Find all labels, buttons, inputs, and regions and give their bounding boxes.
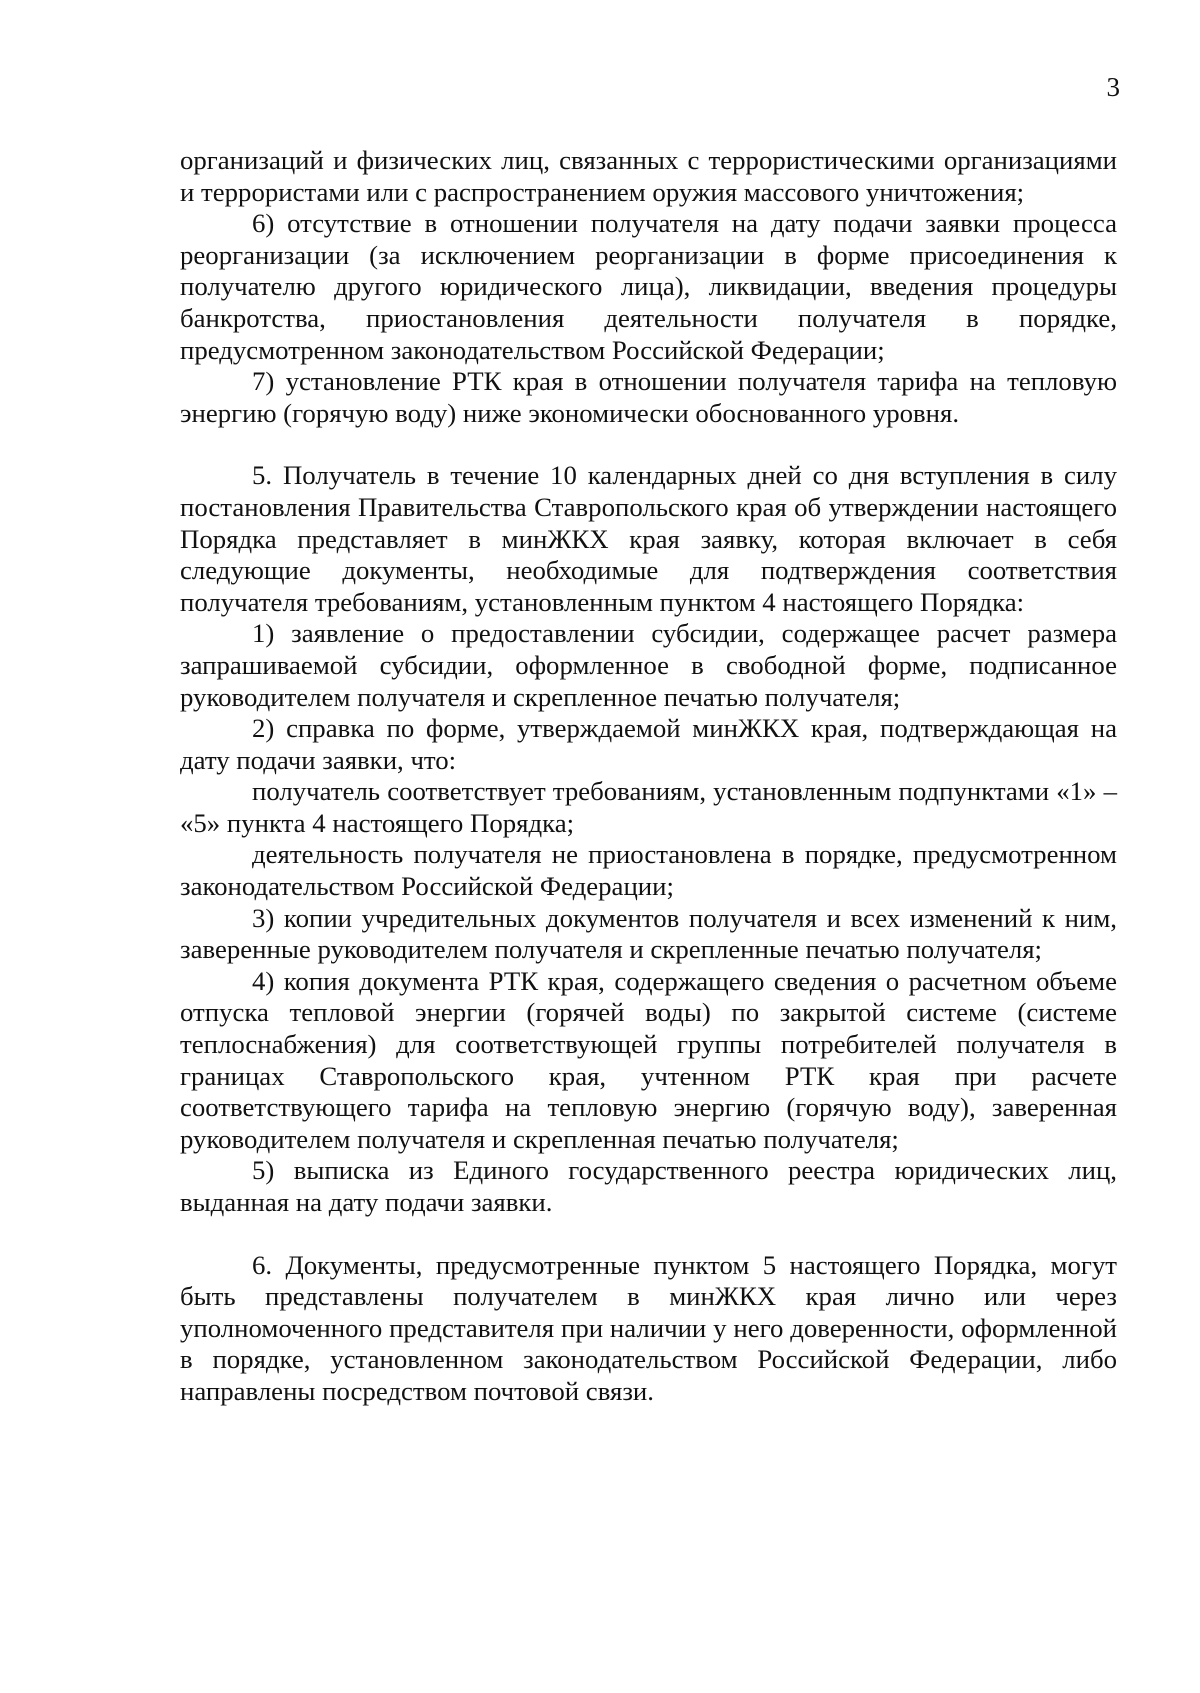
paragraph-doc-4: 4) копия документа РТК края, содержащего сведения о расчетном объеме отпуска тепловой энергии (горячей воды) по закрытой системе (системе теплоснабжения) для соответствующей группы потребителей получателя в границах Ставропольского края, учтенном РТК края при расчете соответствующего тарифа на тепловую энергию (горячую воду), заверенная руководителем получателя и скрепленная печатью получателя;	[180, 965, 1117, 1154]
document-body	[180, 145, 1117, 1408]
paragraph-doc-3: 3) копии учредительных документов получателя и всех изменений к ним, заверенные руководителем получателя и скрепленные печатью получателя;	[180, 902, 1117, 965]
page-number: 3	[1106, 72, 1120, 102]
paragraph-continuation: организаций и физических лиц, связанных с террористическими организациями и террористами или с распространением оружия массового уничтожения;	[180, 145, 1117, 207]
paragraph-doc-2: 2) справка по форме, утверждаемой минЖКХ края, подтверждающая на дату подачи заявки, что:	[180, 713, 1117, 775]
paragraph-doc-2-b: деятельность получателя не приостановлена в порядке, предусмотренном законодательством Российской Федерации;	[180, 839, 1117, 902]
paragraph-section-5: 5. Получатель в течение 10 календарных дней со дня вступления в силу постановления Правительства Ставропольского края об утверждении настоящего Порядка представляет в минЖКХ края заявку, которая включает в себя следующие документы, необходимые для подтверждения соответствия получателя требованиям, установленным пунктом 4 настоящего Порядка:	[180, 460, 1117, 617]
paragraph-doc-5: 5) выписка из Единого государственного реестра юридических лиц, выданная на дату подачи заявки.	[180, 1155, 1117, 1217]
paragraph-item-6: 6) отсутствие в отношении получателя на дату подачи заявки процесса реорганизации (за исключением реорганизации в форме присоединения к получателю другого юридического лица), ликвидации, введения процедуры банкротства, приостановления деятельности получателя в порядке, предусмотренном законодательством Российской Федерации;	[180, 208, 1117, 365]
paragraph-item-7: 7) установление РТК края в отношении получателя тарифа на тепловую энергию (горячую воду) ниже экономически обоснованного уровня.	[180, 366, 1117, 428]
paragraph-section-6: 6. Документы, предусмотренные пунктом 5 настоящего Порядка, могут быть представлены получателем в минЖКХ края лично или через уполномоченного представителя при наличии у него доверенности, оформленной в порядке, установленном законодательством Российской Федерации, либо направлены посредством почтовой связи.	[180, 1249, 1117, 1406]
paragraph-doc-2-a: получатель соответствует требованиям, установленным подпунктами «1» – «5» пункта 4 настоящего Порядка;	[180, 776, 1117, 838]
paragraph-doc-1: 1) заявление о предоставлении субсидии, содержащее расчет размера запрашиваемой субсидии, оформленное в свободной форме, подписанное руководителем получателя и скрепленное печатью получателя;	[180, 618, 1117, 712]
